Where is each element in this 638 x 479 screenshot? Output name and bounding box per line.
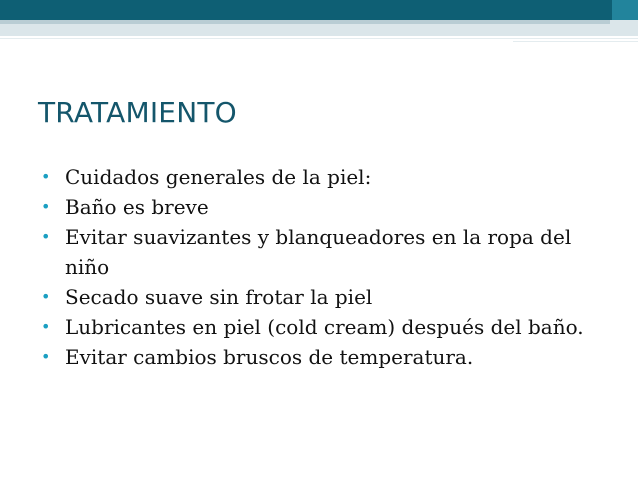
bullet-dot-icon: • [41,347,51,366]
top-bar-segment-right [612,0,638,20]
bullet-dot-icon: • [41,287,51,306]
bullet-dot-icon: • [41,317,51,336]
divider-line [0,38,638,39]
bullet-item [38,342,598,372]
bullet-dot-icon: • [41,227,51,246]
slide-title: TRATAMIENTO [38,96,237,129]
bullet-item [38,162,598,192]
secondary-band [0,20,638,36]
bullet-item [38,282,598,312]
bullet-dot-icon: • [41,197,51,216]
bullet-text: Cuidados generales de la piel: [65,165,372,189]
bullet-item [38,222,598,282]
bullet-text: Secado suave sin frotar la piel [65,285,373,309]
bullet-text: Evitar suavizantes y blanqueadores en la ropa del niño [65,225,572,279]
top-bar-segment-main [0,0,610,20]
bullet-text: Evitar cambios bruscos de temperatura. [65,345,474,369]
bullet-item [38,312,598,342]
bullet-dot-icon: • [41,167,51,186]
top-decorative-bar [0,0,638,20]
bullet-list [38,162,598,372]
secondary-band-shadow [0,20,610,24]
bullet-text: Lubricantes en piel (cold cream) después del baño. [65,315,584,339]
bullet-item [38,192,598,222]
bullet-text: Baño es breve [65,195,209,219]
divider-line-short [513,41,638,42]
